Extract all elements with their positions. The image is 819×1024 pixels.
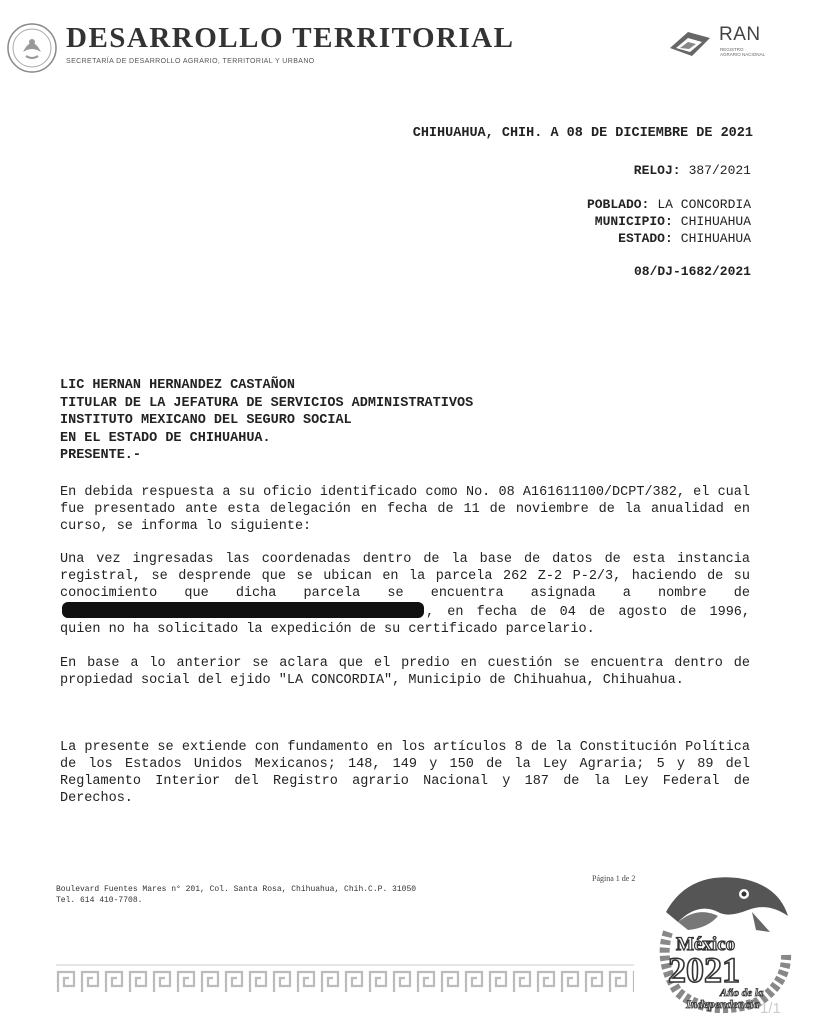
file-number: 08/DJ-1682/2021: [633, 264, 751, 279]
poblado-row: [587, 197, 751, 212]
ran-logo-icon: [668, 28, 712, 58]
estado-label: ESTADO:: [618, 231, 673, 246]
header-subtitle: SECRETARÍA DE DESARROLLO AGRARIO, TERRITORIAL Y URBANO: [66, 58, 315, 65]
header-title: DESARROLLO TERRITORIAL: [66, 22, 515, 54]
page-number: Página 1 de 2: [592, 874, 636, 883]
reloj-row: [634, 163, 751, 178]
reloj-label: RELOJ:: [633, 163, 681, 178]
date-line: CHIHUAHUA, CHIH. A 08 DE DICIEMBRE DE 2021: [412, 126, 753, 141]
paragraph-3: En base a lo anterior se aclara que el predio en cuestión se encuentra dentro de propiedad social del ejido "LA CONCORDIA", Municipio de Chihuahua, Chihuahua.: [60, 656, 750, 688]
ran-subtitle: REGISTRO AGRARIO NACIONAL: [720, 47, 766, 57]
paragraph-2-end: , en fecha de 04 de agosto de 1996, quien no ha solicitado la expedición de su certificado parcelario.: [60, 605, 750, 637]
addressee-title: TITULAR DE LA JEFATURA DE SERVICIOS ADMINISTRATIVOS: [60, 395, 474, 411]
addressee-salutation: PRESENTE.-: [60, 448, 142, 463]
paragraph-2-start: Una vez ingresadas las coordenadas dentro de la base de datos de esta instancia registral, se desprende que se ubican en la parcela 262 Z-2 P-2/3, haciendo de su conocimiento que dicha parcela se encuentra asignada a nombre de: [60, 552, 750, 601]
estado-value: CHIHUAHUA: [680, 231, 751, 246]
emblem-year: 2021: [668, 950, 740, 990]
addressee-state: EN EL ESTADO DE CHIHUAHUA.: [60, 430, 271, 446]
municipio-value: CHIHUAHUA: [680, 214, 751, 229]
paragraph-4: La presente se extiende con fundamento en los artículos 8 de la Constitución Política de los Estados Unidos Mexicanos; 148, 149 y 150 de la Ley Agraria; 5 y 89 del Reglamento Interior del Registro agrario Nacional y 187 de la Ley Federal de Derechos.: [60, 740, 750, 806]
addressee-name: LIC HERNAN HERNANDEZ CASTAÑON: [60, 378, 295, 393]
national-seal-icon: [6, 22, 58, 74]
ran-label: RAN: [719, 24, 761, 45]
addressee-institution: INSTITUTO MEXICANO DEL SEGURO SOCIAL: [60, 413, 352, 428]
footer-address-block: [56, 884, 416, 906]
emblem-country: México: [676, 934, 736, 955]
emblem-motto-2: Independencia: [686, 997, 760, 1011]
poblado-label: POBLADO:: [586, 197, 650, 212]
mexico-2021-emblem: [648, 872, 798, 1020]
emblem-motto-1: Año de la: [720, 987, 764, 999]
addressee-block: [60, 377, 473, 465]
poblado-value: LA CONCORDIA: [657, 197, 751, 212]
estado-row: [618, 231, 751, 246]
redaction-bar: [62, 602, 424, 618]
municipio-row: [595, 214, 751, 229]
footer-phone: Tel. 614 410-7708.: [56, 896, 143, 905]
scan-mark: 1/1: [760, 1000, 781, 1017]
decorative-pattern: [56, 964, 634, 998]
serpent-head-icon: [666, 877, 788, 922]
footer-address: Boulevard Fuentes Mares n° 201, Col. Santa Rosa, Chihuahua, Chih.C.P. 31050: [56, 885, 417, 894]
municipio-label: MUNICIPIO:: [594, 214, 673, 229]
paragraph-1: En debida respuesta a su oficio identificado como No. 08 A161611100/DCPT/382, el cual fue presentado ante esta delegación en fecha de 11 de noviembre de la anualidad en curso, se informa lo siguiente:: [60, 485, 750, 534]
paragraph-2: [60, 551, 750, 638]
reloj-value: 387/2021: [688, 163, 751, 178]
